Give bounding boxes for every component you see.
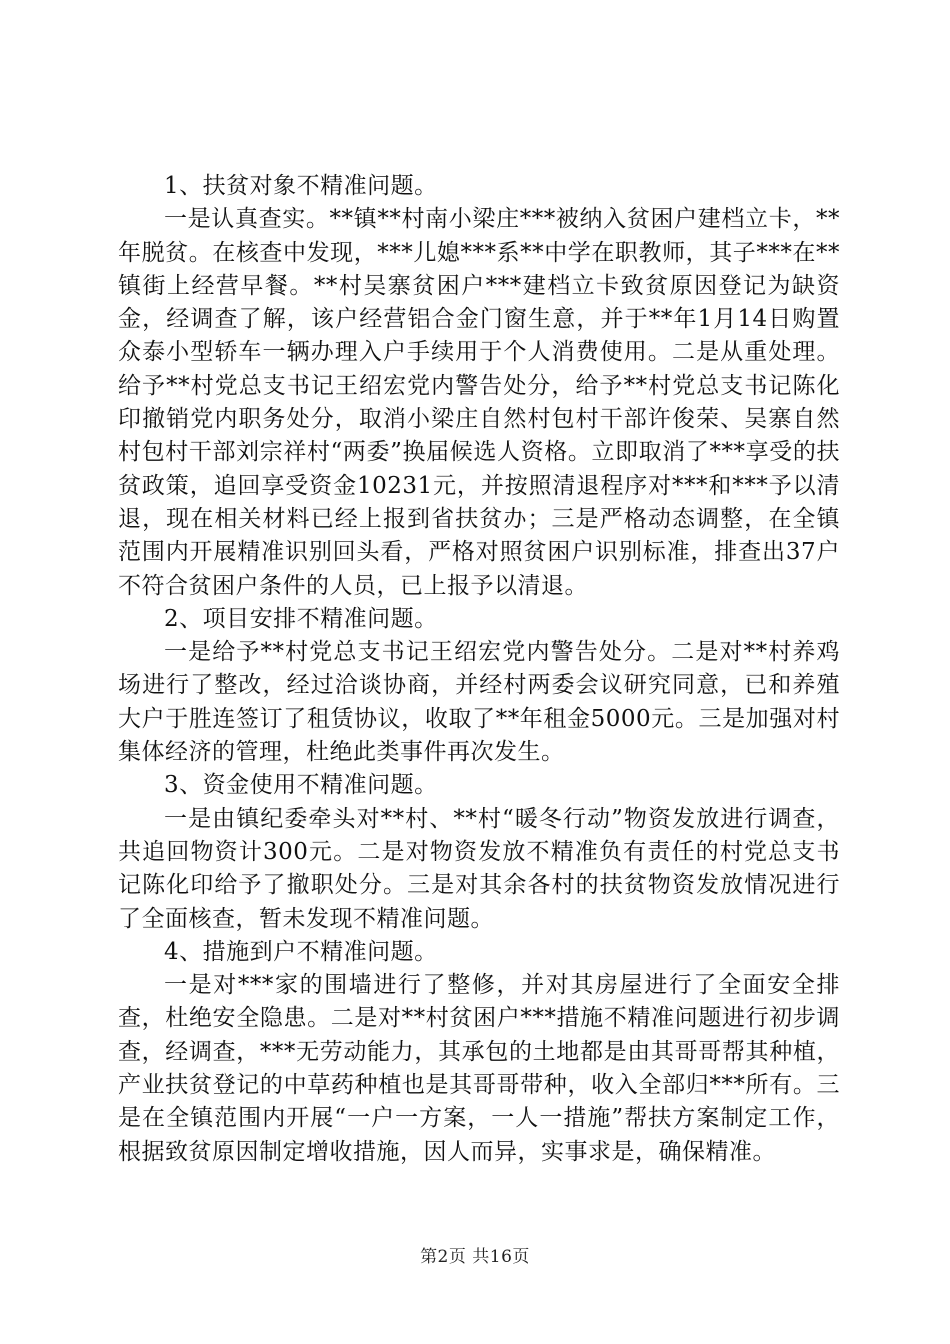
section-body-2: 一是给予**村党总支书记王绍宏党内警告处分。二是对**村养鸡场进行了整改，经过洽谈协商，并经村两委会议研究同意，已和养殖大户于胜连签订了租赁协议，收取了**年租金5000元。三是加强对村集体经济的管理，杜绝此类事件再次发生。 xyxy=(118,639,840,766)
section-body-1: 一是认真查实。**镇**村南小梁庄***被纳入贫困户建档立卡，**年脱贫。在核查中发现，***儿媳***系**中学在职教师，其子***在**镇街上经营早餐。**村吴寨贫困户***建档立卡致贫原因登记为缺资金，经调查了解，该户经营铝合金门窗生意，并于**年1月14日购置众泰小型轿车一辆办理入户手续用于个人消费使用。二是从重处理。给予**村党总支书记王绍宏党内警告处分，给予**村党总支书记陈化印撤销党内职务处分，取消小梁庄自然村包村干部许俊荣、吴寨自然村包村干部刘宗祥村“两委”换届候选人资格。立即取消了***享受的扶贫政策，追回享受资金10231元，并按照清退程序对***和***予以清退，现在相关材料已经上报到省扶贫办；三是严格动态调整，在全镇范围内开展精准识别回头看，严格对照贫困户识别标准，排查出37户不符合贫困户条件的人员，已上报予以清退。 xyxy=(118,206,840,599)
section-heading-2: 2、项目安排不精准问题。 xyxy=(164,605,438,632)
section-body-4: 一是对***家的围墙进行了整修，并对其房屋进行了全面安全排查，杜绝安全隐患。二是对**村贫困户***措施不精准问题进行初步调查，经调查，***无劳动能力，其承包的土地都是由其哥哥帮其种植，产业扶贫登记的中草药种植也是其哥哥带种，收入全部归***所有。三是在全镇范围内开展“一户一方案，一人一措施”帮扶方案制定工作，根据致贫原因制定增收措施，因人而异，实事求是，确保精准。 xyxy=(118,972,840,1165)
section-heading-1: 1、扶贫对象不精准问题。 xyxy=(164,173,438,199)
section-heading-3: 3、资金使用不精准问题。 xyxy=(164,772,438,799)
document-body xyxy=(118,170,840,1169)
section-heading-4: 4、措施到户不精准问题。 xyxy=(164,938,438,965)
section-body-3: 一是由镇纪委牵头对**村、**村“暖冬行动”物资发放进行调查，共追回物资计300元。二是对物资发放不精准负有责任的村党总支书记陈化印给予了撤职处分。三是对其余各村的扶贫物资发放情况进行了全面核查，暂未发现不精准问题。 xyxy=(118,805,840,932)
page-footer: 第2页 共16页 xyxy=(420,1247,530,1267)
